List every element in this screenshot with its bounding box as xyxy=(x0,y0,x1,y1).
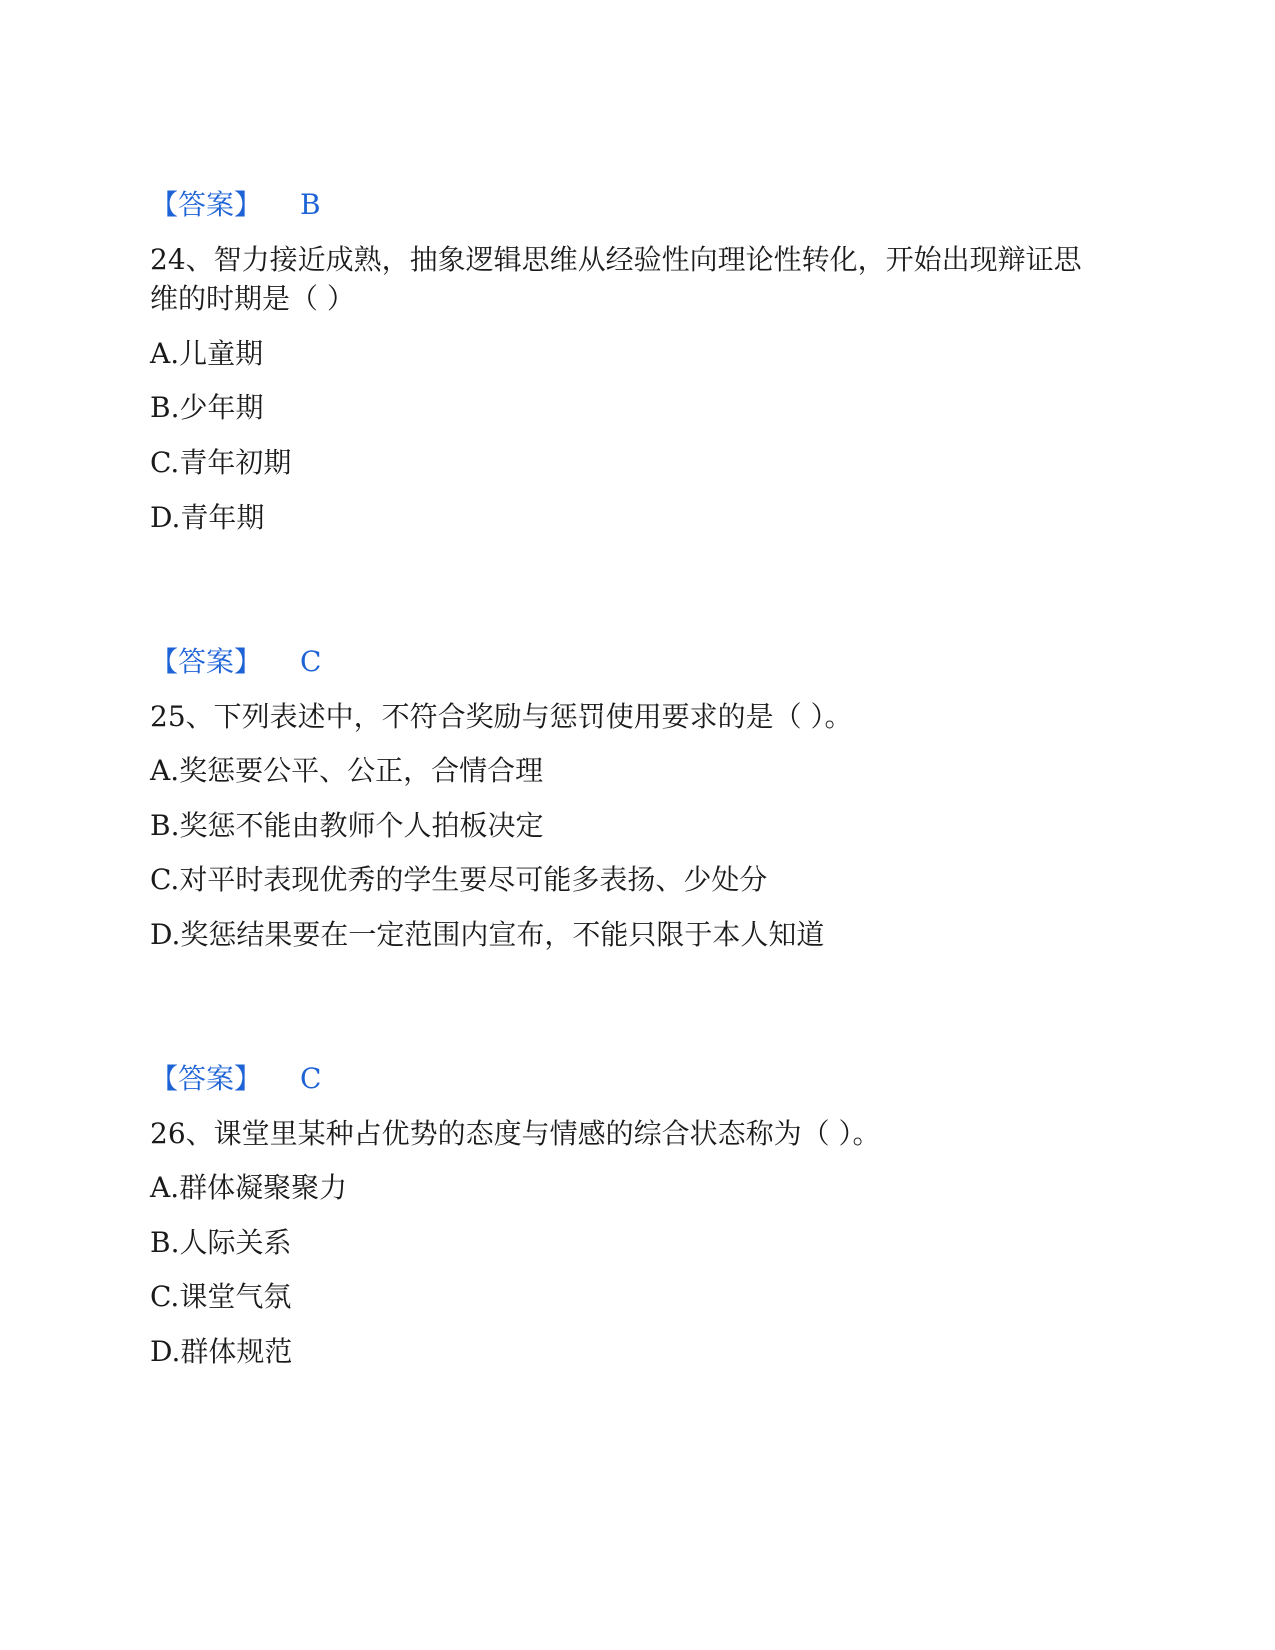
option-b: B.奖惩不能由教师个人拍板决定 xyxy=(150,809,544,842)
option-b: B.少年期 xyxy=(150,391,264,424)
question-text: 25、下列表述中，不符合奖励与惩罚使用要求的是（ ）。 xyxy=(150,700,853,733)
question-text: 维的时期是（ ） xyxy=(150,282,355,315)
answer-value: C xyxy=(300,1062,322,1095)
question-text: 24、智力接近成熟，抽象逻辑思维从经验性向理论性转化，开始出现辩证思 xyxy=(150,243,1082,276)
option-c: C.青年初期 xyxy=(150,446,292,479)
answer-value: B xyxy=(300,188,321,221)
answer-line xyxy=(150,188,321,222)
option-a: A.群体凝聚聚力 xyxy=(150,1171,348,1204)
option-d: D.奖惩结果要在一定范围内宣布，不能只限于本人知道 xyxy=(150,918,825,951)
answer-label: 【答案】 xyxy=(150,645,263,678)
answer-label: 【答案】 xyxy=(150,188,263,221)
option-d: D.青年期 xyxy=(150,501,265,534)
option-a: A.儿童期 xyxy=(150,337,264,370)
answer-label: 【答案】 xyxy=(150,1062,263,1095)
answer-line xyxy=(150,1062,321,1096)
answer-line xyxy=(150,645,321,679)
option-c: C.对平时表现优秀的学生要尽可能多表扬、少处分 xyxy=(150,863,768,896)
option-d: D.群体规范 xyxy=(150,1335,293,1368)
question-text: 26、课堂里某种占优势的态度与情感的综合状态称为（ ）。 xyxy=(150,1117,881,1150)
answer-value: C xyxy=(300,645,322,678)
option-b: B.人际关系 xyxy=(150,1226,292,1259)
option-a: A.奖惩要公平、公正，合情合理 xyxy=(150,754,544,787)
option-c: C.课堂气氛 xyxy=(150,1280,292,1313)
